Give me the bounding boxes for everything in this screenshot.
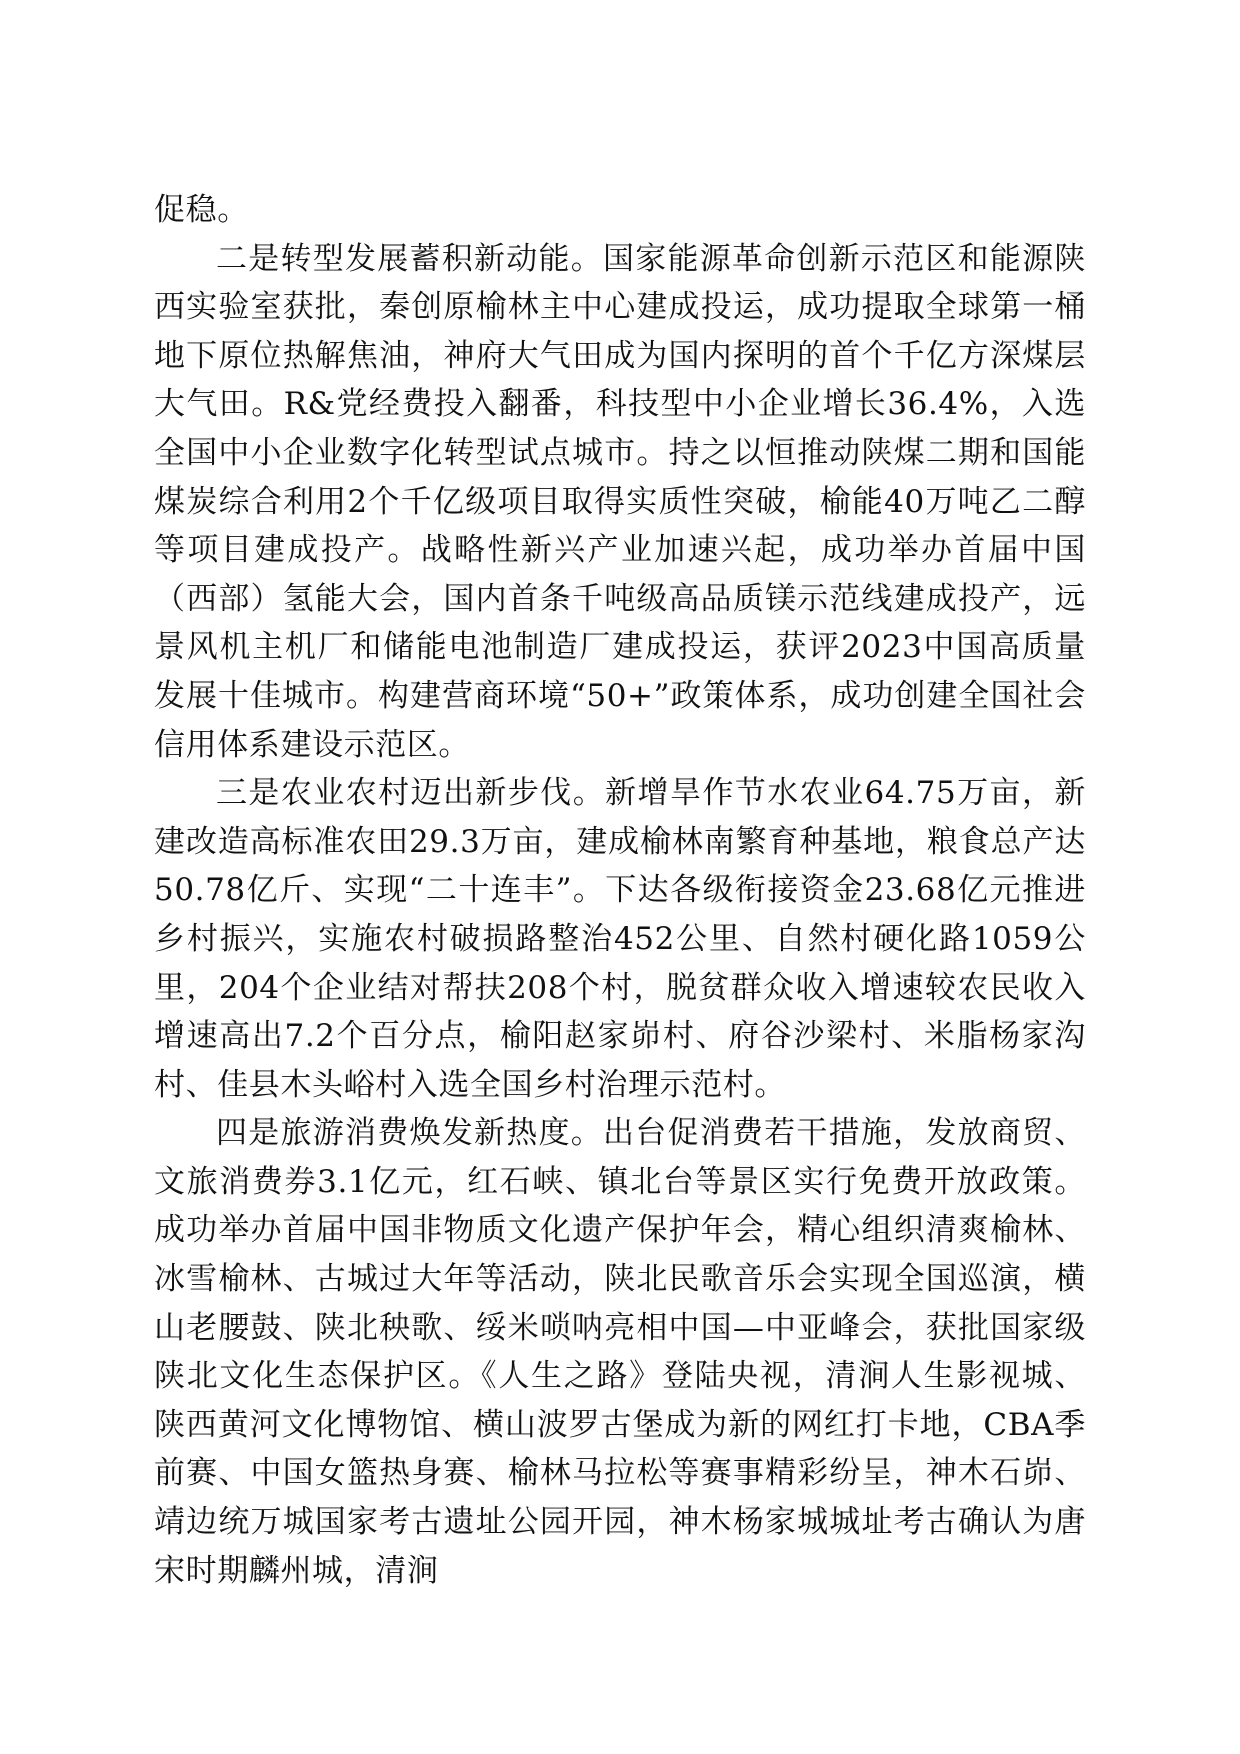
paragraph-continuation: 促稳。 bbox=[154, 192, 249, 228]
paragraph-agriculture: 三是农业农村迈出新步伐。新增旱作节水农业64.75万亩，新建改造高标准农田29.3万亩，建成榆林南繁育种基地，粮食总产达50.78亿斤、实现“二十连丰”。下达各级衔接资金23.68亿元推进乡村振兴，实施农村破损路整治452公里、自然村硬化路1059公里，204个企业结对帮扶208个村，脱贫群众收入增速较农民收入增速高出7.2个百分点，榆阳赵家峁村、府谷沙梁村、米脂杨家沟村、佳县木头峪村入选全国乡村治理示范村。 bbox=[154, 775, 1086, 1103]
paragraph-transformation: 二是转型发展蓄积新动能。国家能源革命创新示范区和能源陕西实验室获批，秦创原榆林主中心建成投运，成功提取全球第一桶地下原位热解焦油，神府大气田成为国内探明的首个千亿方深煤层大气田。R&党经费投入翻番，科技型中小企业增长36.4%，入选全国中小企业数字化转型试点城市。持之以恒推动陕煤二期和国能煤炭综合利用2个千亿级项目取得实质性突破，榆能40万吨乙二醇等项目建成投产。战略性新兴产业加速兴起，成功举办首届中国（西部）氢能大会，国内首条千吨级高品质镁示范线建成投产，远景风机主机厂和储能电池制造厂建成投运，获评2023中国高质量发展十佳城市。构建营商环境“50+”政策体系，成功创建全国社会信用体系建设示范区。 bbox=[154, 240, 1086, 763]
body-text bbox=[154, 186, 1086, 1595]
paragraph-tourism: 四是旅游消费焕发新热度。出台促消费若干措施，发放商贸、文旅消费券3.1亿元，红石峡、镇北台等景区实行免费开放政策。成功举办首届中国非物质文化遗产保护年会，精心组织清爽榆林、冰雪榆林、古城过大年等活动，陕北民歌音乐会实现全国巡演，横山老腰鼓、陕北秧歌、绥米唢呐亮相中国—中亚峰会，获批国家级陕北文化生态保护区。《人生之路》登陆央视，清涧人生影视城、陕西黄河文化博物馆、横山波罗古堡成为新的网红打卡地，CBA季前赛、中国女篮热身赛、榆林马拉松等赛事精彩纷呈，神木石峁、靖边统万城国家考古遗址公园开园，神木杨家城城址考古确认为唐宋时期麟州城，清涧 bbox=[154, 1115, 1086, 1589]
